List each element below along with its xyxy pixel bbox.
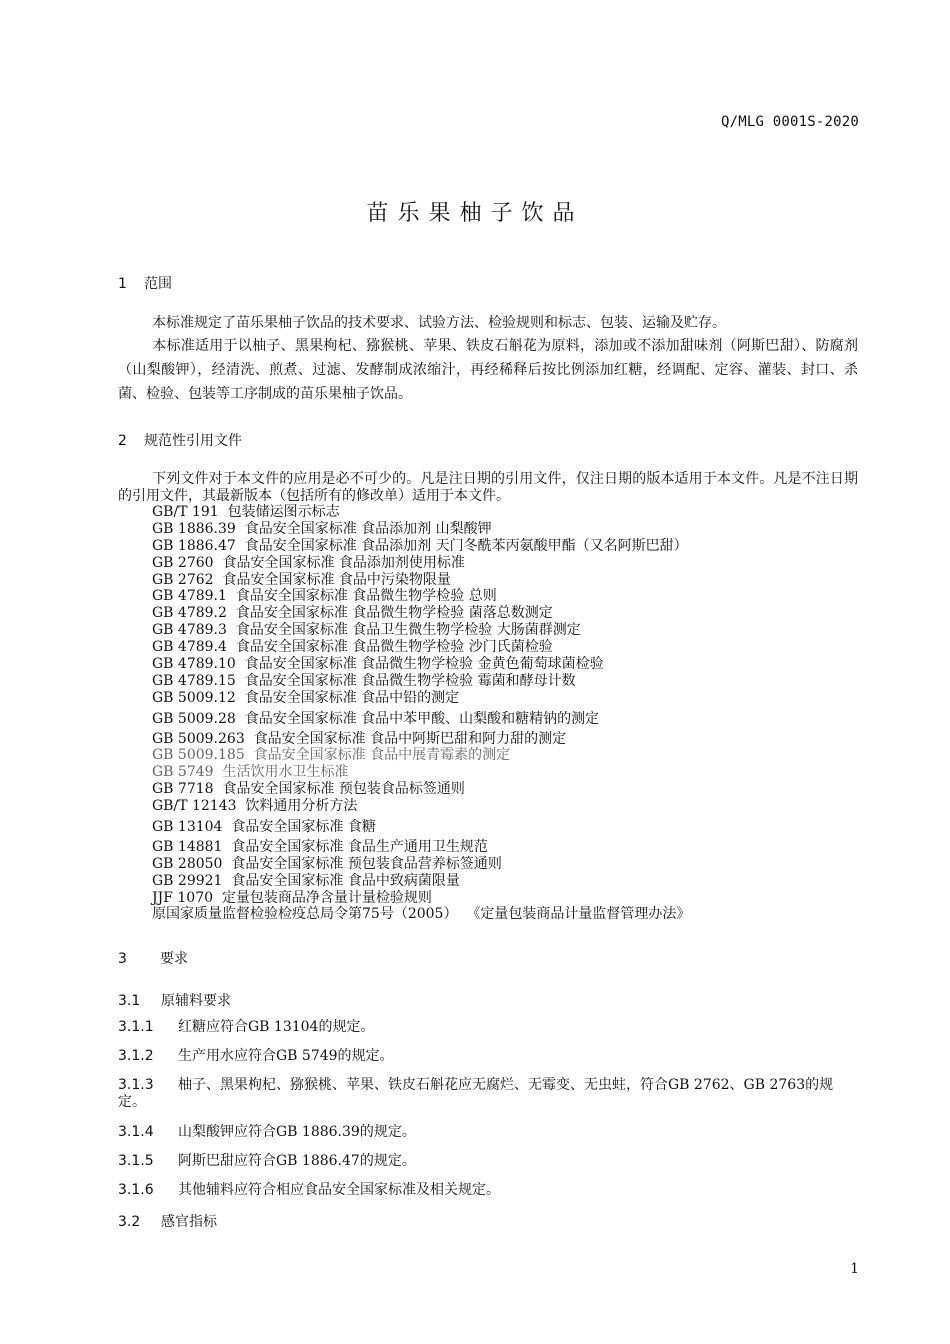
reference-title: 食品安全国家标准 食品中阿斯巴甜和阿力甜的测定: [253, 730, 567, 747]
reference-item: [152, 673, 690, 690]
reference-title: 食品安全国家标准 食品微生物学检验 金黄色葡萄球菌检验: [244, 656, 604, 673]
reference-item: [152, 798, 690, 815]
reference-code: GB 4789.15: [152, 672, 236, 689]
reference-code: GB 29921: [152, 872, 223, 889]
item-number: 3.1.2: [118, 1048, 154, 1064]
item-number: 3.1.1: [118, 1019, 154, 1035]
reference-code: GB 1886.39: [152, 520, 236, 537]
reference-item: [152, 656, 690, 673]
scope-text-2: 本标准适用于以柚子、黑果枸杞、猕猴桃、苹果、铁皮石斛花为原料，添加或不添加甜味剂（阿斯巴甜）、防腐剂（山梨酸钾），经清洗、煎煮、过滤、发酵制成浓缩汁，再经稀释后按比例添加红糖，经调配、定容、灌装、封口、杀菌、检验、包装等工序制成的苗乐果柚子饮品。: [118, 338, 858, 402]
normative-intro-text: 下列文件对于本文件的应用是必不可少的。凡是注日期的引用文件，仅注日期的版本适用于本文件。凡是不注日期的引用文件，其最新版本（包括所有的修改单）适用于本文件。: [118, 471, 858, 504]
scope-paragraph-1: [118, 311, 858, 335]
reference-title: 食品安全国家标准 食品微生物学检验 菌落总数测定: [235, 605, 553, 622]
reference-code: GB 1886.47: [152, 537, 236, 554]
normative-intro-paragraph: [118, 471, 858, 505]
subsection-heading-raw-materials: [118, 990, 231, 1010]
subsection-title: 感官指标: [161, 1214, 217, 1230]
reference-title: 食品安全国家标准 食品微生物学检验 霉菌和酵母计数: [244, 672, 576, 689]
reference-code: GB 5009.12: [152, 689, 236, 706]
reference-title: 食品安全国家标准 食糖: [231, 819, 376, 836]
reference-title: 饮料通用分析方法: [245, 798, 358, 815]
reference-code: GB 28050: [152, 855, 223, 872]
reference-item: [152, 504, 690, 521]
item-text: 山梨酸钾应符合GB 1886.39的规定。: [178, 1124, 416, 1140]
reference-title: 食品安全国家标准 食品中致病菌限量: [231, 872, 460, 889]
reference-item: [152, 605, 690, 622]
reference-item: [152, 572, 690, 589]
reference-title: 食品安全国家标准 食品中铅的测定: [244, 689, 460, 706]
reference-item: [152, 521, 690, 538]
reference-code: GB 4789.1: [152, 588, 227, 605]
reference-title: 《定量包装商品计量监督管理办法》: [466, 906, 691, 923]
reference-title: 食品安全国家标准 食品微生物学检验 沙门氏菌检验: [235, 639, 553, 656]
section-number: 2: [118, 433, 127, 449]
scope-paragraph-2: [118, 334, 858, 406]
reference-title: 食品安全国家标准 食品添加剂 山梨酸钾: [244, 520, 492, 537]
requirement-item: [118, 1077, 858, 1111]
reference-code: GB 4789.4: [152, 639, 227, 656]
subsection-title: 原辅料要求: [161, 993, 231, 1009]
requirement-item: [118, 1019, 858, 1036]
reference-item: [152, 690, 690, 707]
page-number: 1: [850, 1261, 859, 1277]
reference-item: [152, 731, 690, 748]
reference-item: [152, 747, 690, 764]
section-title: 范围: [144, 276, 172, 292]
reference-item: [152, 764, 690, 781]
reference-item: [152, 538, 690, 555]
reference-title: 食品安全国家标准 食品添加剂 天门冬酰苯丙氨酸甲酯（又名阿斯巴甜）: [244, 537, 688, 554]
reference-title: 食品安全国家标准 食品卫生微生物学检验 大肠菌群测定: [235, 622, 581, 639]
section-title: 要求: [160, 951, 188, 967]
reference-code: 原国家质量监督检验检疫总局令第75号（2005）: [152, 906, 458, 923]
subsection-number: 3.1: [118, 993, 141, 1009]
reference-code: GB 14881: [152, 838, 223, 855]
reference-title: 定量包装商品净含量计量检验规则: [221, 889, 432, 906]
subsection-heading-sensory: [118, 1211, 217, 1231]
reference-title: 食品安全国家标准 预包装食品营养标签通则: [231, 855, 502, 872]
reference-code: JJF 1070: [152, 889, 214, 906]
item-text: 红糖应符合GB 13104的规定。: [178, 1019, 375, 1035]
reference-item: [152, 781, 690, 798]
section-heading-requirements: [118, 948, 188, 968]
reference-item: [152, 906, 690, 923]
reference-title: 食品安全国家标准 食品中展青霉素的测定: [253, 747, 511, 764]
reference-code: GB 2762: [152, 571, 214, 588]
reference-item: [152, 711, 690, 728]
reference-code: GB 5009.28: [152, 710, 236, 727]
reference-title: 食品安全国家标准 食品微生物学检验 总则: [235, 588, 497, 605]
reference-title: 食品安全国家标准 预包装食品标签通则: [222, 781, 465, 798]
reference-item: [152, 890, 690, 907]
subsection-number: 3.2: [118, 1214, 141, 1230]
item-text: 阿斯巴甜应符合GB 1886.47的规定。: [178, 1153, 416, 1169]
reference-item: [152, 856, 690, 873]
reference-code: GB 5749: [152, 764, 214, 781]
reference-code: GB 5009.263: [152, 730, 245, 747]
reference-item: [152, 588, 690, 605]
reference-item: [152, 639, 690, 656]
reference-code: GB 4789.2: [152, 605, 227, 622]
reference-code: GB/T 191: [152, 504, 219, 520]
reference-title: 食品安全国家标准 食品生产通用卫生规范: [231, 838, 488, 855]
item-number: 3.1.3: [118, 1077, 154, 1093]
standard-code: Q/MLG 0001S-2020: [720, 114, 859, 130]
document-title: 苗乐果柚子饮品: [366, 201, 584, 226]
scope-text-1: 本标准规定了苗乐果柚子饮品的技术要求、试验方法、检验规则和标志、包装、运输及贮存。: [152, 315, 726, 331]
reference-list: [152, 504, 690, 923]
requirement-item: [118, 1124, 858, 1141]
requirement-item: [118, 1048, 858, 1065]
reference-item: [152, 873, 690, 890]
reference-item: [152, 622, 690, 639]
item-text: 柚子、黑果枸杞、猕猴桃、苹果、铁皮石斛花应无腐烂、无霉变、无虫蛀，符合GB 2762、GB 2763的规定。: [118, 1077, 834, 1110]
reference-code: GB 4789.10: [152, 656, 236, 673]
reference-code: GB 4789.3: [152, 622, 227, 639]
section-heading-normative-references: [118, 430, 242, 450]
reference-code: GB 2760: [152, 554, 214, 571]
reference-title: 食品安全国家标准 食品中污染物限量: [222, 571, 451, 588]
item-number: 3.1.5: [118, 1153, 154, 1169]
reference-item: [152, 819, 690, 836]
item-text: 其他辅料应符合相应食品安全国家标准及相关规定。: [178, 1182, 500, 1198]
reference-title: 生活饮用水卫生标准: [222, 764, 349, 781]
item-number: 3.1.6: [118, 1182, 154, 1198]
requirement-item: [118, 1182, 858, 1199]
reference-item: [152, 555, 690, 572]
reference-title: 包装储运图示标志: [227, 504, 340, 520]
reference-title: 食品安全国家标准 食品添加剂使用标准: [222, 554, 465, 571]
section-number: 1: [118, 276, 127, 292]
item-text: 生产用水应符合GB 5749的规定。: [178, 1048, 394, 1064]
section-number: 3: [118, 951, 127, 967]
reference-code: GB 7718: [152, 781, 214, 798]
requirement-item: [118, 1153, 858, 1170]
reference-title: 食品安全国家标准 食品中苯甲酸、山梨酸和糖精钠的测定: [244, 710, 600, 727]
item-number: 3.1.4: [118, 1124, 154, 1140]
reference-item: [152, 839, 690, 856]
reference-code: GB 5009.185: [152, 747, 245, 764]
reference-code: GB/T 12143: [152, 798, 237, 815]
section-title: 规范性引用文件: [144, 433, 242, 449]
section-heading-scope: [118, 273, 172, 293]
reference-code: GB 13104: [152, 819, 223, 836]
